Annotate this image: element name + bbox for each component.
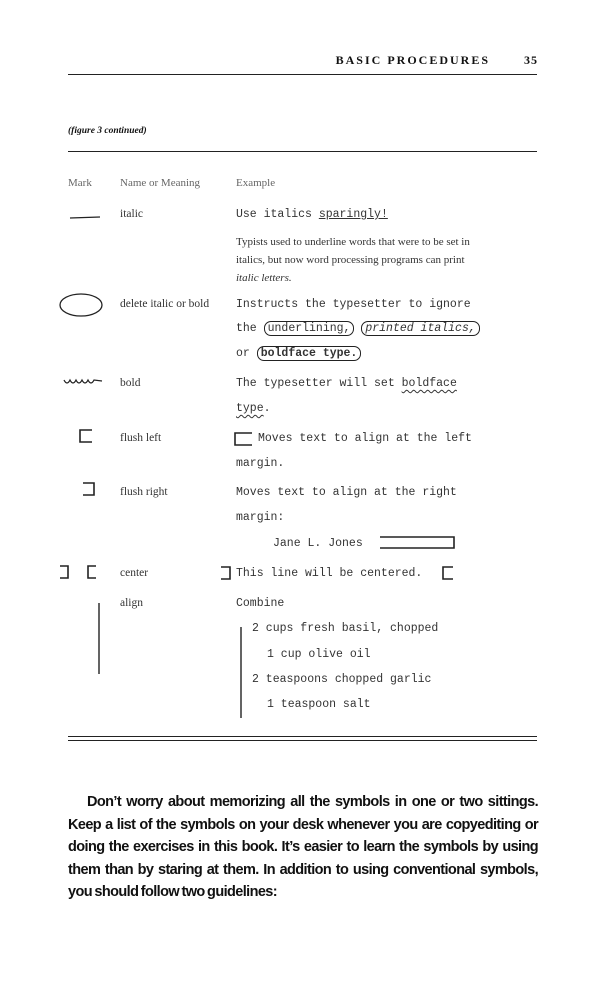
header-rule xyxy=(68,74,537,75)
center-left-bracket-icon xyxy=(219,565,233,581)
center-right-bracket-icon xyxy=(440,565,456,581)
figure-top-rule xyxy=(68,151,537,152)
example-flush-right-name: Jane L. Jones xyxy=(273,537,363,550)
align-mark-icon xyxy=(238,626,244,720)
example-bold-marked: boldface xyxy=(401,377,457,390)
example-align-line: Combine xyxy=(236,597,285,610)
bold-wavy-mark-icon xyxy=(62,376,104,386)
recipe-item: 1 teaspoon salt xyxy=(267,698,371,711)
figure-bottom-rule xyxy=(68,736,537,737)
italic-note-line: italic letters. xyxy=(236,272,292,284)
column-head-example: Example xyxy=(236,177,276,189)
flush-left-mark-icon xyxy=(77,428,95,444)
example-bold-suffix: . xyxy=(263,402,271,415)
example-flush-left-line: margin. xyxy=(236,457,285,470)
example-bold-prefix: The typesetter will set xyxy=(236,377,402,390)
example-flush-right-line: margin: xyxy=(236,511,285,524)
boxed-printed-italics: printed italics, xyxy=(361,321,479,336)
example-flush-left-line: Moves text to align at the left xyxy=(258,432,472,445)
flush-right-mark-icon xyxy=(378,535,458,551)
italic-mark-icon xyxy=(68,214,102,220)
example-italic-underlined: sparingly! xyxy=(318,208,388,221)
italic-note-line: italics, but now word processing programs can print xyxy=(236,254,465,266)
example-delete-line: Instructs the typesetter to ignore xyxy=(236,298,471,311)
recipe-item: 1 cup olive oil xyxy=(267,648,371,661)
center-mark-icon xyxy=(58,564,100,580)
figure-bottom-rule xyxy=(68,740,537,741)
example-delete-line xyxy=(236,322,480,335)
meaning-flush-right: flush right xyxy=(120,486,168,498)
flush-left-mark-icon xyxy=(232,431,254,447)
flush-right-mark-icon xyxy=(81,481,97,497)
page-number: 35 xyxy=(524,53,538,67)
example-flush-right-line: Moves text to align at the right xyxy=(236,486,457,499)
example-center-line: This line will be centered. xyxy=(236,567,423,580)
meaning-center: center xyxy=(120,567,149,579)
meaning-flush-left: flush left xyxy=(120,432,162,444)
meaning-delete: delete italic or bold xyxy=(120,298,210,310)
example-delete-prefix: or xyxy=(236,347,257,360)
italic-note-line: Typists used to underline words that were to be set in xyxy=(236,236,470,248)
column-head-meaning: Name or Meaning xyxy=(120,177,201,189)
boxed-underlining: underlining, xyxy=(264,321,355,336)
example-bold-marked: type xyxy=(236,402,264,415)
italic-note xyxy=(236,233,511,287)
boxed-boldface-type: boldface type. xyxy=(257,346,362,361)
example-bold-line xyxy=(236,377,457,390)
running-head xyxy=(336,53,538,68)
meaning-bold: bold xyxy=(120,377,141,389)
example-italic xyxy=(236,208,388,221)
meaning-italic: italic xyxy=(120,208,143,220)
example-delete-prefix: the xyxy=(236,322,264,335)
recipe-item: 2 teaspoons chopped garlic xyxy=(252,673,432,686)
align-mark-icon xyxy=(96,602,102,676)
example-bold-line xyxy=(236,402,271,415)
example-delete-line xyxy=(236,347,361,360)
body-paragraph xyxy=(68,791,538,904)
example-italic-text: Use italics xyxy=(236,208,319,221)
delete-oval-mark-icon xyxy=(58,292,104,320)
running-head-title: BASIC PROCEDURES xyxy=(335,53,490,67)
body-paragraph-text: Don’t worry about memorizing all the symbols in one or two sittings. Keep a list of the symbols on your desk whenever you are copyediting or doing the exercises in this book. It’s easier to learn the symbols by using them than by staring at them. In addition to using conventional symbols, you should follow two guidelines: xyxy=(68,794,538,900)
recipe-item: 2 cups fresh basil, chopped xyxy=(252,622,439,635)
figure-caption: (figure 3 continued) xyxy=(68,126,147,136)
meaning-align: align xyxy=(120,597,143,609)
column-head-mark: Mark xyxy=(68,177,92,189)
